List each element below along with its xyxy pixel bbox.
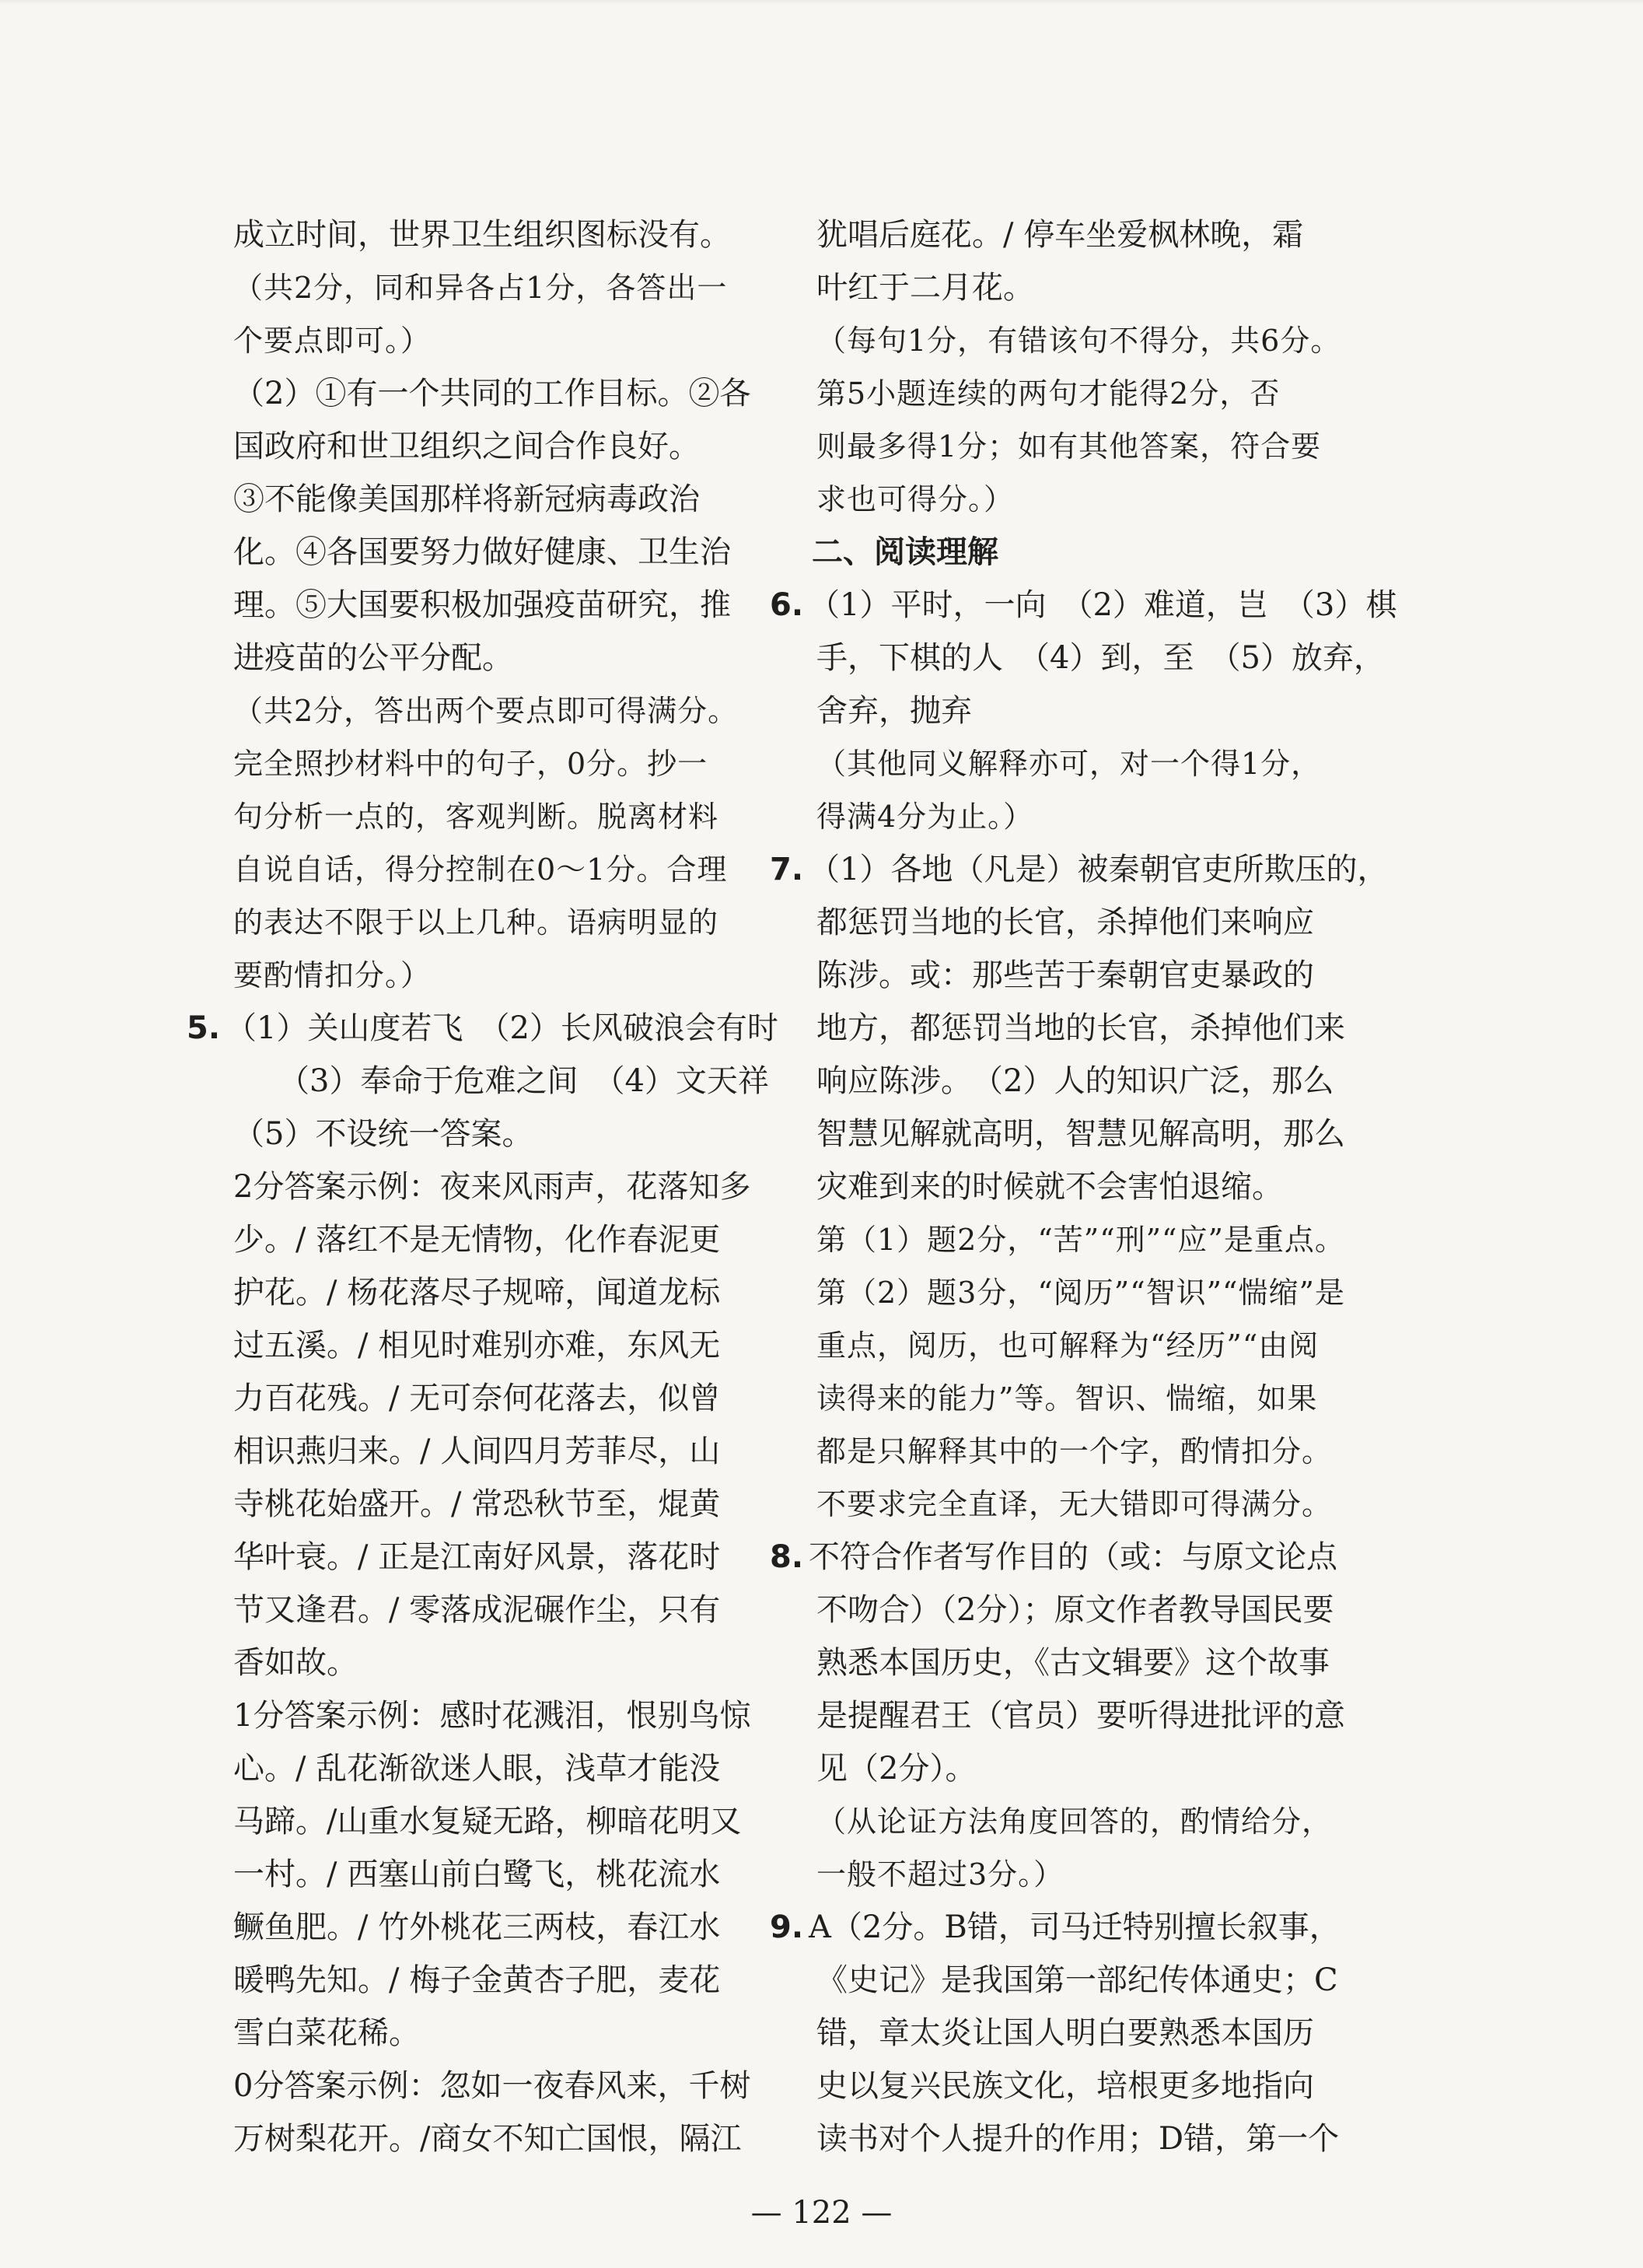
scoring-note-line: 第5小题连续的两句才能得2分，否 (816, 376, 1281, 411)
answer-line: 进疫苗的公平分配。 (233, 640, 513, 676)
answer-line: （5）不设统一答案。 (233, 1116, 533, 1152)
answer-line: ③不能像美国那样将新冠病毒政治 (233, 481, 700, 517)
scoring-note-line: 完全照抄材料中的句子，0分。抄一 (233, 747, 708, 781)
scoring-note-line: （从论证方法角度回答的，酌情给分， (816, 1804, 1333, 1839)
answer-line: （2）①有一个共同的工作目标。②各 (233, 376, 751, 411)
answer-line: 华叶衰。/ 正是江南好风景，落花时 (233, 1539, 721, 1575)
scan-top-edge (0, 0, 1643, 5)
answer-line: 力百花残。/ 无可奈何花落去，似曾 (233, 1381, 721, 1416)
answer-line: 响应陈涉。 （2）人的知识广泛，那么 (816, 1063, 1334, 1099)
answer-line (770, 843, 1462, 896)
answer-line: 雪白菜花稀。 (233, 2015, 420, 2051)
scoring-note-line: 读得来的能力”等。智识、惴缩，如果 (816, 1381, 1318, 1416)
answer-line: 手，下棋的人 （4）到，至 （5）放弃， (816, 640, 1385, 676)
answer-line: 鳜鱼肥。/ 竹外桃花三两枝，春江水 (233, 1909, 721, 1945)
answer-line: 暖鸭先知。/ 梅子金黄杏子肥，麦花 (233, 1962, 721, 1998)
question-text: （1）各地（凡是）被秦朝官吏所欺压的， (809, 852, 1389, 887)
answer-line: 相识燕归来。/ 人间四月芳菲尽，山 (233, 1433, 721, 1469)
answer-line: 智慧见解就高明，智慧见解高明，那么 (816, 1116, 1345, 1152)
answer-line: 错，章太炎让国人明白要熟悉本国历 (816, 2015, 1314, 2051)
answer-line: 0分答案示例：忽如一夜春风来，千树 (233, 2068, 751, 2104)
answer-line: 寺桃花始盛开。/ 常恐秋节至，焜黄 (233, 1486, 721, 1522)
scoring-note-line: （其他同义解释亦可，对一个得1分， (816, 747, 1322, 781)
answer-line: 读书对个人提升的作用；D错，第一个 (816, 2121, 1340, 2157)
answer-line: 陈涉。或：那些苦于秦朝官吏暴政的 (816, 957, 1314, 993)
answer-line: 灾难到来的时候就不会害怕退缩。 (816, 1169, 1283, 1205)
answer-line: 节又逢君。/ 零落成泥碾作尘，只有 (233, 1592, 721, 1628)
answer-line (770, 1531, 1462, 1584)
question-text: A（2分。B错，司马迁特别擅长叙事， (809, 1909, 1341, 1945)
question-text: （1）关山度若飞 （2）长风破浪会有时 (225, 1010, 778, 1046)
scoring-note-line: 一般不超过3分。） (816, 1857, 1064, 1892)
scoring-note-line: 个要点即可。） (233, 324, 432, 358)
scoring-note-line: 重点，阅历，也可解释为“经历”“由阅 (816, 1328, 1320, 1363)
answer-line: 心。/ 乱花渐欲迷人眼，浅草才能没 (233, 1751, 721, 1787)
answer-line: 1分答案示例：感时花溅泪，恨别鸟惊 (233, 1698, 751, 1734)
question-number: 8. (770, 1539, 804, 1575)
scoring-note-line: 求也可得分。） (816, 482, 1015, 516)
answer-line: 见（2分）。 (816, 1751, 977, 1787)
answer-line: 地方，都惩罚当地的长官，杀掉他们来 (816, 1010, 1345, 1046)
answer-line: （3）奉命于危难之间 （4）文天祥 (278, 1063, 769, 1099)
answer-line: 一村。/ 西塞山前白鹭飞，桃花流水 (233, 1857, 721, 1892)
right-column (770, 208, 1462, 2165)
answer-line: 化。④各国要努力做好健康、卫生治 (233, 534, 731, 570)
answer-line: 史以复兴民族文化，培根更多地指向 (816, 2068, 1314, 2104)
answer-line: 不吻合）（2分）；原文作者教导国民要 (816, 1592, 1334, 1628)
answer-line: 成立时间，世界卫生组织图标没有。 (233, 217, 731, 253)
answer-line: 万树梨花开。/商女不知亡国恨，隔江 (233, 2121, 742, 2157)
answer-line (187, 1002, 902, 1055)
scoring-note-line: 自说自话，得分控制在0～1分。合理 (233, 852, 728, 887)
answer-line: 2分答案示例：夜来风雨声，花落知多 (233, 1169, 751, 1205)
answer-line: 是提醒君王（官员）要听得进批评的意 (816, 1698, 1345, 1734)
question-text: 不符合作者写作目的（或：与原文论点 (809, 1539, 1337, 1575)
question-number: 5. (187, 1010, 221, 1046)
scoring-note-line: 的表达不限于以上几种。语病明显的 (233, 905, 719, 940)
left-column (187, 208, 902, 2165)
answer-line: 国政府和世卫组织之间合作良好。 (233, 429, 700, 464)
question-number: 6. (770, 587, 804, 623)
answer-line (770, 579, 1462, 632)
answer-line: 过五溪。/ 相见时难别亦难，东风无 (233, 1328, 721, 1363)
answer-line (770, 1901, 1462, 1954)
answer-line: 都惩罚当地的长官，杀掉他们来响应 (816, 905, 1314, 940)
question-text: （1）平时，一向 （2）难道，岂 （3）棋 (809, 587, 1397, 623)
section-heading: 二、阅读理解 (812, 534, 998, 570)
scoring-note-line: 要酌情扣分。） (233, 958, 432, 992)
scoring-note-line: 则最多得1分；如有其他答案，符合要 (816, 429, 1322, 464)
scoring-note-line: 都是只解释其中的一个字，酌情扣分。 (816, 1434, 1333, 1468)
answer-line: 马蹄。/山重水复疑无路，柳暗花明又 (233, 1804, 742, 1839)
answer-line: 香如故。 (233, 1645, 358, 1681)
answer-line: 《史记》是我国第一部纪传体通史；C (816, 1962, 1338, 1998)
answer-line: 舍弃，抛弃 (816, 693, 972, 729)
answer-line: 叶红于二月花。 (816, 270, 1034, 306)
answer-line: 犹唱后庭花。/ 停车坐爱枫林晚，霜 (816, 217, 1304, 253)
scoring-note-line: 句分析一点的，客观判断。脱离材料 (233, 800, 719, 834)
answer-line: 熟悉本国历史，《古文辑要》这个故事 (816, 1645, 1330, 1681)
scoring-note-line: （每句1分，有错该句不得分，共6分。 (816, 324, 1341, 358)
question-number: 9. (770, 1909, 804, 1945)
scoring-note-line: 不要求完全直译，无大错即可得满分。 (816, 1487, 1333, 1521)
scoring-note-line: （共2分，答出两个要点即可得满分。 (233, 694, 739, 728)
page-number: — 122 — (750, 2195, 893, 2231)
scoring-note-line: （共2分，同和异各占1分，各答出一 (233, 271, 728, 305)
scoring-note-line: 第（1）题2分，“苦”“刑”“应”是重点。 (816, 1223, 1345, 1257)
scoring-note-line: 得满4分为止。） (816, 800, 1034, 834)
answer-line: 少。/ 落红不是无情物，化作春泥更 (233, 1222, 721, 1258)
scoring-note-line: 第（2）题3分，“阅历”“智识”“惴缩”是 (816, 1276, 1345, 1310)
answer-line: 护花。/ 杨花落尽子规啼，闻道龙标 (233, 1275, 721, 1311)
question-number: 7. (770, 852, 804, 887)
answer-line: 理。⑤大国要积极加强疫苗研究，推 (233, 587, 731, 623)
